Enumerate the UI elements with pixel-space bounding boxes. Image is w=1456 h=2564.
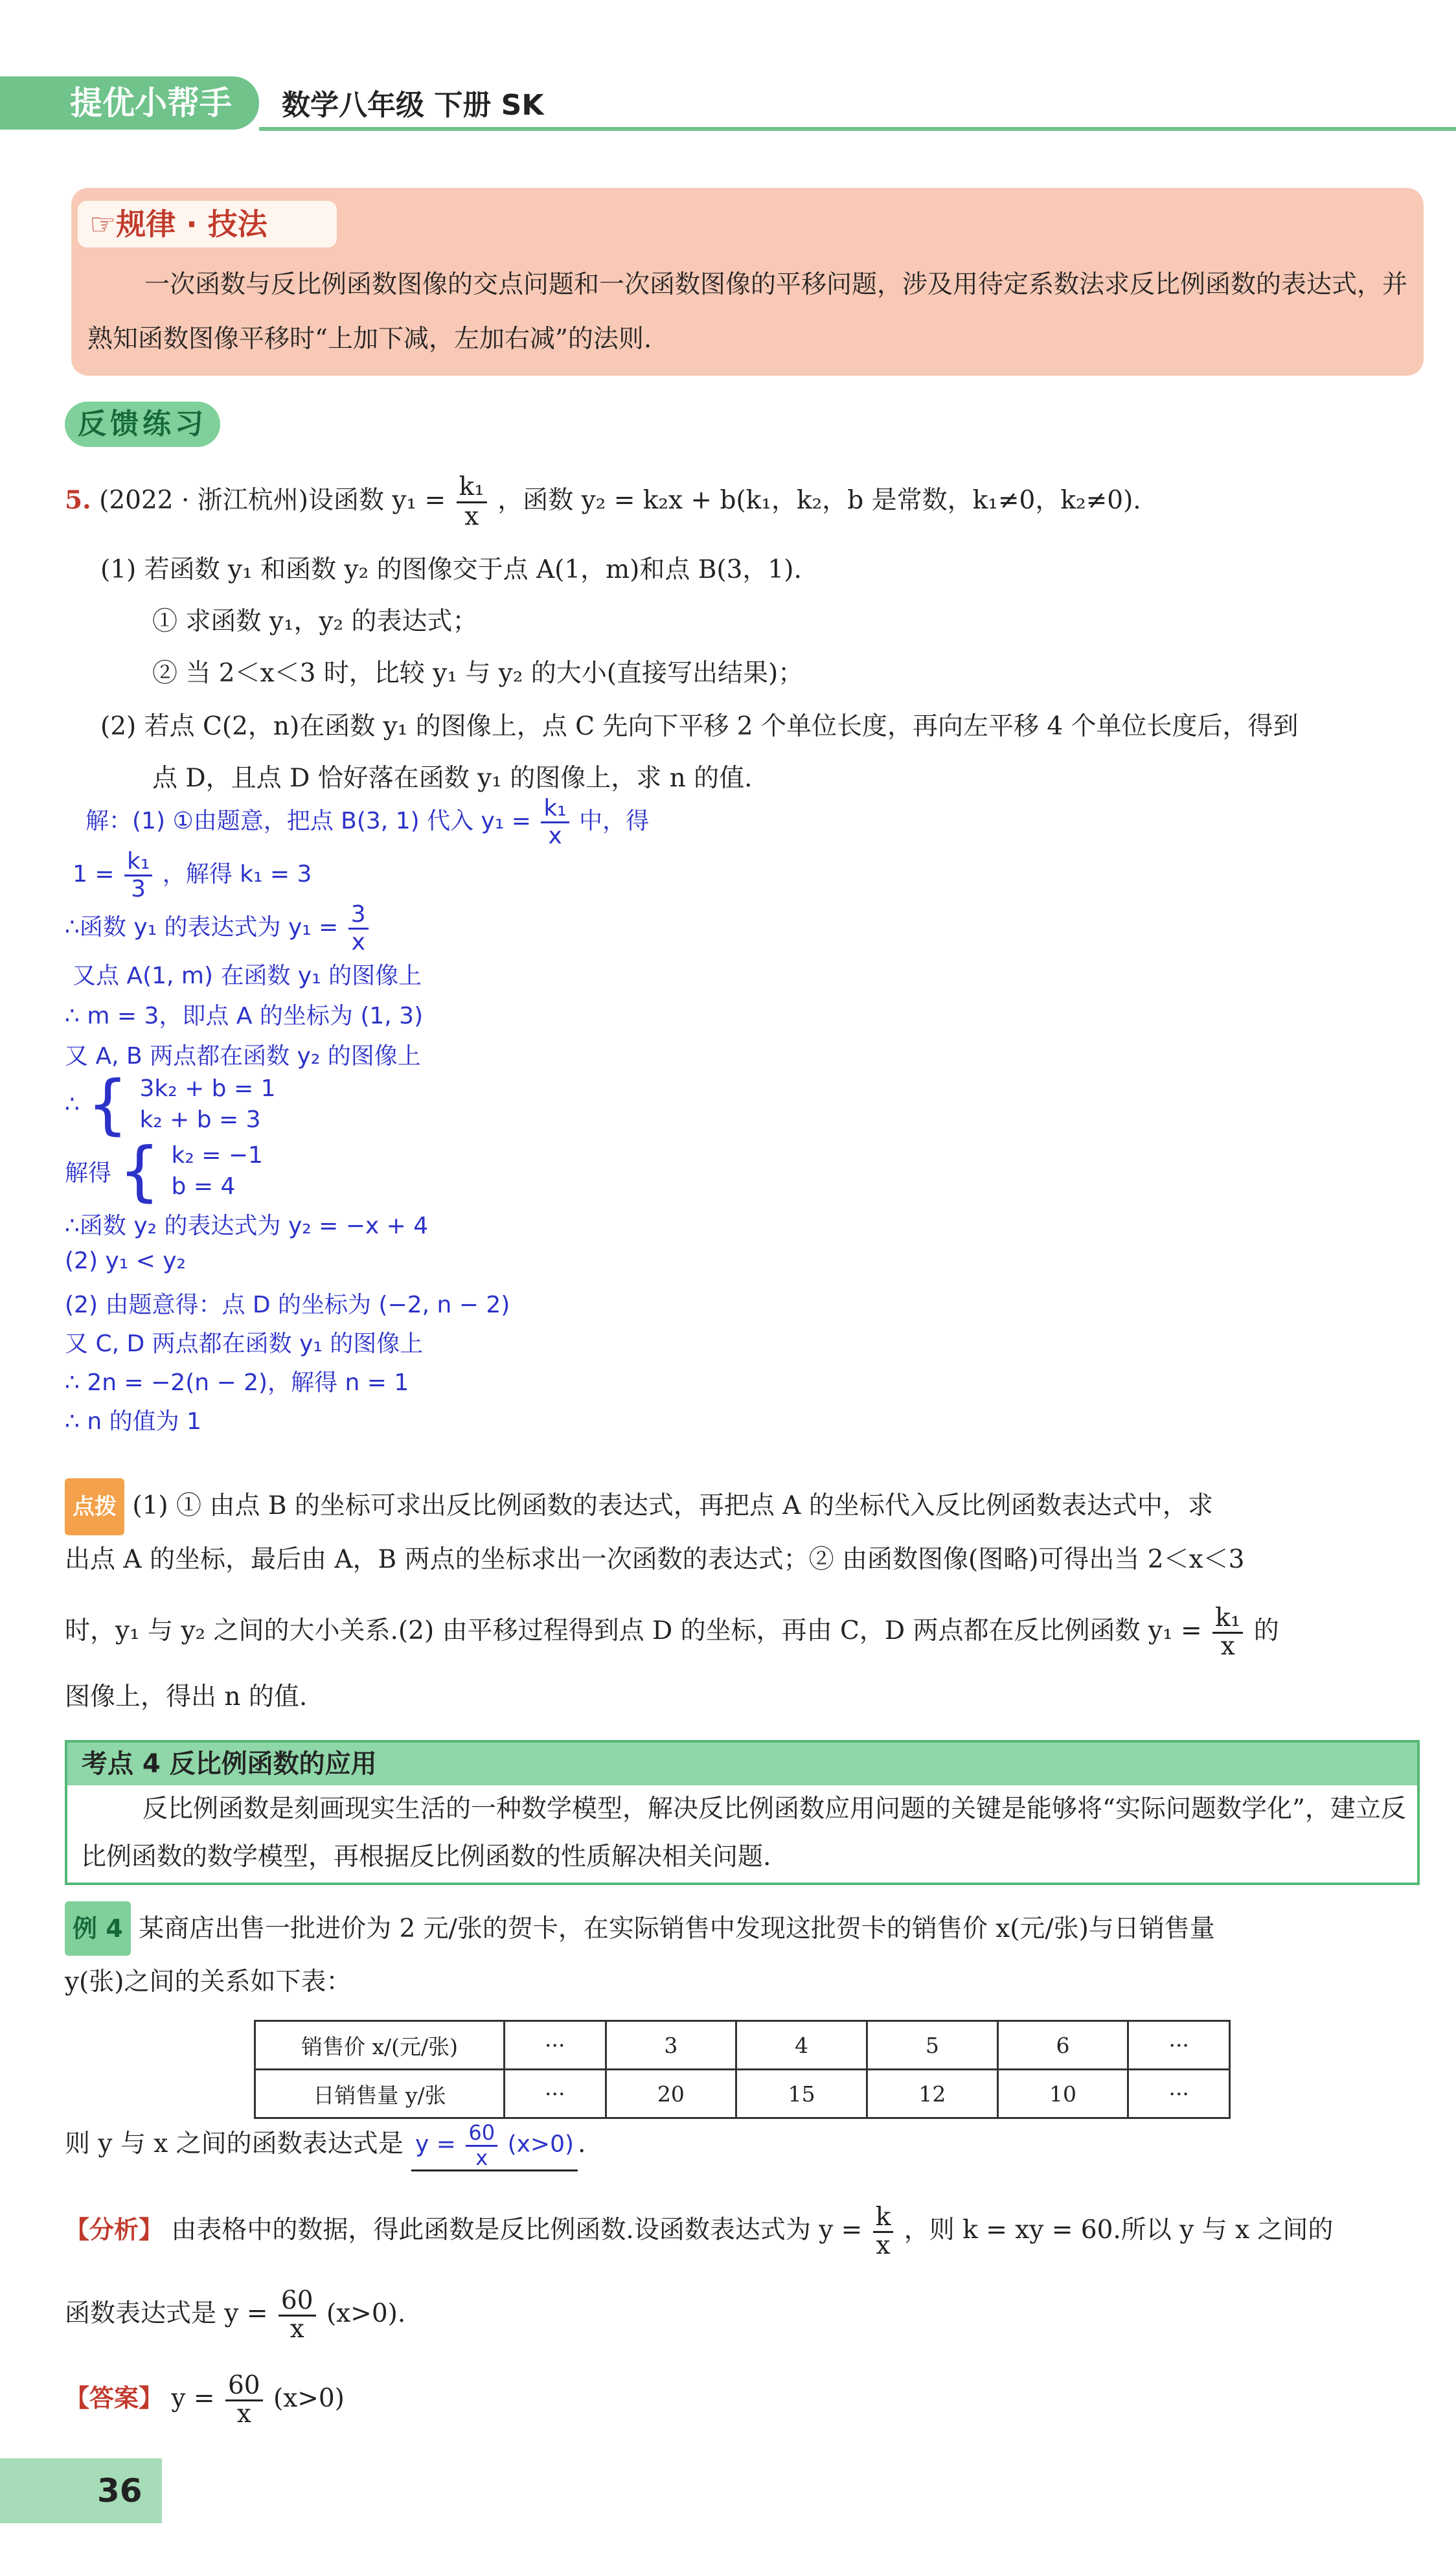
header-rule (259, 127, 1456, 131)
solution-line-3: ∴函数 y₁ 的表达式为 y₁ = $\frac{3}{x}$ (65, 902, 371, 955)
analysis-line-1: 【分析】 由表格中的数据，得此函数是反比例函数.设函数表达式为 y = $\frac{k}{x}$ ，则 k = xy = 60.所以 y 与 x 之间的 (65, 2202, 1334, 2260)
solution-system-1: ∴ { 3k₂ + b = 1 k₂ + b = 3 (65, 1066, 276, 1142)
example4-line-1: 例 4 某商店出售一批进价为 2 元/张的贺卡，在实际销售中发现这批贺卡的销售价 x(元/张)与日销售量 (65, 1901, 1215, 1956)
table-row: 销售价 x/(元/张) ··· 3 4 5 6 ··· (255, 2021, 1230, 2070)
q5-number: 5. (65, 485, 91, 515)
q5-stem (65, 473, 1141, 531)
kaodian-title: 考点 4 反比例函数的应用 (67, 1743, 1417, 1785)
solution-system-2: 解得 { k₂ = −1 b = 4 (65, 1133, 263, 1209)
example4-line-2: y(张)之间的关系如下表： (65, 1967, 352, 1997)
hint-line-4: 图像上，得出 n 的值. (65, 1682, 308, 1711)
solution-line-4: 又点 A(1, m) 在函数 y₁ 的图像上 (73, 963, 422, 989)
q5-part1a: ① 求函数 y₁，y₂ 的表达式； (152, 607, 478, 636)
book-title: 数学八年级 下册 SK (282, 89, 544, 122)
example4-tag: 例 4 (65, 1901, 131, 1956)
q5-part1b: ② 当 2＜x＜3 时，比较 y₁ 与 y₂ 的大小(直接写出结果)； (152, 659, 804, 688)
solution-line-14: ∴ n 的值为 1 (65, 1408, 201, 1435)
solution-line-6: 又 A, B 两点都在函数 y₂ 的图像上 (65, 1043, 421, 1070)
q5-part2b: 点 D，且点 D 恰好落在函数 y₁ 的图像上，求 n 的值. (152, 764, 753, 793)
hint-line-3: 时，y₁ 与 y₂ 之间的大小关系.(2) 由平移过程得到点 D 的坐标，再由 C，D 两点都在反比例函数 y₁ = $\frac{\text{k₁}}{x}$ 的 (65, 1603, 1279, 1661)
solution-line-9: ∴函数 y₂ 的表达式为 y₂ = −x + 4 (65, 1213, 429, 1239)
table-row: 日销售量 y/张 ··· 20 15 12 10 ··· (255, 2070, 1230, 2118)
feedback-label: 反馈练习 (65, 402, 220, 447)
example4-answer-blank: y = $\frac{60}{x}$ (x>0) (411, 2122, 578, 2171)
q5-part1: (1) 若函数 y₁ 和函数 y₂ 的图像交于点 A(1，m)和点 B(3，1). (100, 555, 802, 584)
solution-line-12: 又 C, D 两点都在函数 y₁ 的图像上 (65, 1331, 424, 1357)
page-number: 36 (0, 2458, 162, 2523)
tip-label: ☞规律 · 技法 (78, 201, 337, 247)
example4-question: 则 y 与 x 之间的函数表达式是 y = $\frac{60}{x}$ (x>0) . (65, 2117, 586, 2171)
q5-stem-a: (2022 · 浙江杭州)设函数 y₁ = (99, 486, 454, 515)
solution-line-5: ∴ m = 3，即点 A 的坐标为 (1, 3) (65, 1003, 424, 1029)
solution-line-13: ∴ 2n = −2(n − 2)，解得 n = 1 (65, 1369, 409, 1396)
q5-fraction: $\frac{\text{k₁}}{x}$ (457, 474, 487, 531)
answer-line: 【答案】 y = $\frac{60}{x}$ (x>0) (65, 2370, 345, 2429)
hint-line-1: 点拨 (1) ① 由点 B 的坐标可求出反比例函数的表达式，再把点 A 的坐标代入反比例函数表达式中，求 (65, 1478, 1213, 1535)
solution-line-1: 解：(1) ①由题意，把点 B(3, 1) 代入 y₁ = $\frac{\text{k₁}}{x}$ 中，得 (85, 795, 650, 849)
kaodian-text: 反比例函数是刻画现实生活的一种数学模型，解决反比例函数应用问题的关键是能够将“实际问题数学化”，建立反比例函数的数学模型，再根据反比例函数的性质解决相关问题. (81, 1794, 1406, 1871)
solution-line-2: 1 = $\frac{\text{k₁}}{3}$ ，解得 k₁ = 3 (73, 848, 312, 902)
q5-stem-b: ，函数 y₂ = k₂x + b(k₁，k₂，b 是常数，k₁≠0，k₂≠0). (497, 486, 1141, 515)
analysis-line-2: 函数表达式是 y = $\frac{60}{x}$ (x>0). (65, 2285, 406, 2344)
hint-label: 点拨 (65, 1478, 124, 1535)
hint-line-2: 出点 A 的坐标，最后由 A，B 两点的坐标求出一次函数的表达式；② 由函数图像(图略)可得出当 2＜x＜3 (65, 1545, 1245, 1574)
header-tab: 提优小帮手 (52, 76, 259, 130)
solution-line-10: (2) y₁ < y₂ (65, 1248, 186, 1274)
price-sales-table (254, 2020, 1231, 2119)
q5-part2a: (2) 若点 C(2，n)在函数 y₁ 的图像上，点 C 先向下平移 2 个单位长度，再向左平移 4 个单位长度后，得到 (100, 712, 1299, 741)
tip-text: 一次函数与反比例函数图像的交点问题和一次函数图像的平移问题，涉及用待定系数法求反比例函数的表达式，并熟知函数图像平移时“上加下减，左加右减”的法则. (87, 270, 1408, 354)
solution-line-11: (2) 由题意得：点 D 的坐标为 (−2, n − 2) (65, 1292, 510, 1318)
